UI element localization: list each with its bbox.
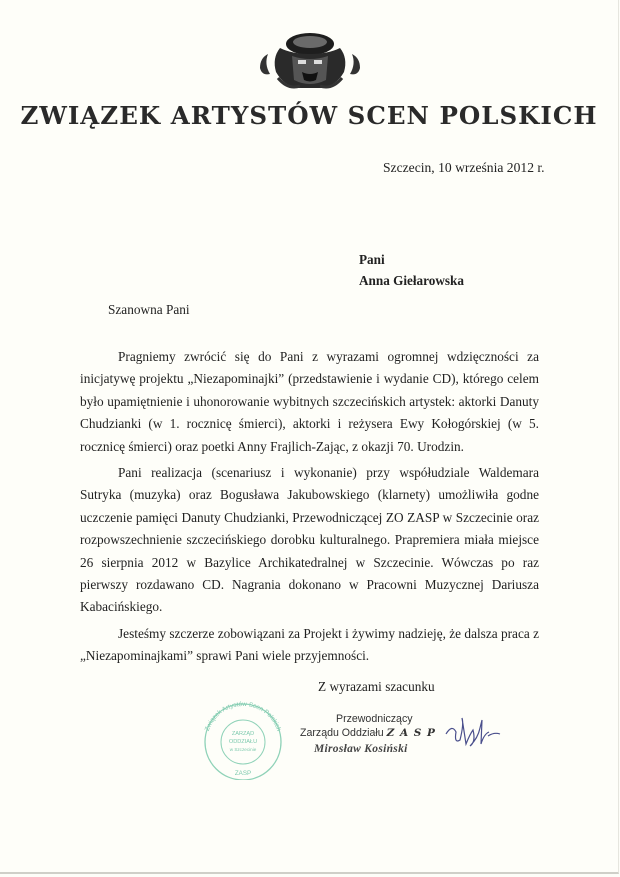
- signature-title-line2: Zarządu Oddziału: [300, 727, 384, 739]
- salutation: Szanowna Pani: [108, 302, 190, 317]
- stamp-ring-text: Związek Artystów Scen Polskich: [203, 700, 283, 733]
- closing-line: Z wyrazami szacunku: [318, 679, 435, 694]
- signature-org-abbrev: Z A S P: [386, 727, 436, 739]
- letter-body: [80, 346, 539, 672]
- stamp-center-line: ODDZIAŁU: [228, 739, 258, 745]
- recipient-name: Anna Giełarowska: [359, 273, 464, 288]
- signature-title-line1: Przewodniczący: [336, 713, 413, 725]
- recipient-title: Pani: [359, 252, 385, 267]
- signature-block: [300, 712, 440, 755]
- handwritten-signature: [442, 712, 502, 754]
- stamp-bottom-text: ZASP: [234, 770, 252, 777]
- date-line: Szczecin, 10 września 2012 r.: [383, 160, 545, 175]
- stamp-center-line: ZARZĄD: [231, 731, 255, 737]
- official-stamp: [200, 700, 286, 780]
- signature-title: [300, 712, 440, 740]
- body-paragraph: Pragniemy zwrócić się do Pani z wyrazami ogromnej wdzięczności za inicjatywę projektu „Niezapominajki” (przedstawienie i wydanie CD), którego celem było upamiętnienie i uhonorowanie wybitnych szczecińskich artystek: aktorki Danuty Chudzianki (w 1. rocznicę śmierci), aktorki i reżysera Ewy Kołogórskiej (w 5. rocznicę śmierci) oraz poetki Anny Frajlich-Zając, z okazji 70. Urodzin.: [80, 349, 539, 454]
- recipient-block: [359, 249, 464, 291]
- organization-name: ZWIĄZEK ARTYSTÓW SCEN POLSKICH: [20, 101, 598, 130]
- theatre-mask-emblem-icon: [258, 28, 362, 90]
- stamp-center-line: w Szczecinie: [229, 747, 257, 752]
- body-paragraph: Jesteśmy szczerze zobowiązani za Projekt i żywimy nadzieję, że dalsza praca z „Niezapominajkami” sprawi Pani wiele przyjemności.: [80, 625, 539, 664]
- signatory-name: Mirosław Kosiński: [314, 743, 408, 755]
- body-paragraph: Pani realizacja (scenariusz i wykonanie) przy współudziale Waldemara Sutryka (muzyka) oraz Bogusława Jakubowskiego (klarnety) umożliwiła godne uczczenie pamięci Danuty Chudzianki, Przewodniczącej ZO ZASP w Szczecinie oraz rozpowszechnienie szczecińskiego dorobku kulturalnego. Prapremiera miała miejsce 26 sierpnia 2012 w Bazylice Archikatedralnej w Szczecinie. Wówczas po raz pierwszy rozdawano CD. Nagrania dokonano w Pracowni Muzycznej Dariusza Kabacińskiego.: [80, 465, 539, 615]
